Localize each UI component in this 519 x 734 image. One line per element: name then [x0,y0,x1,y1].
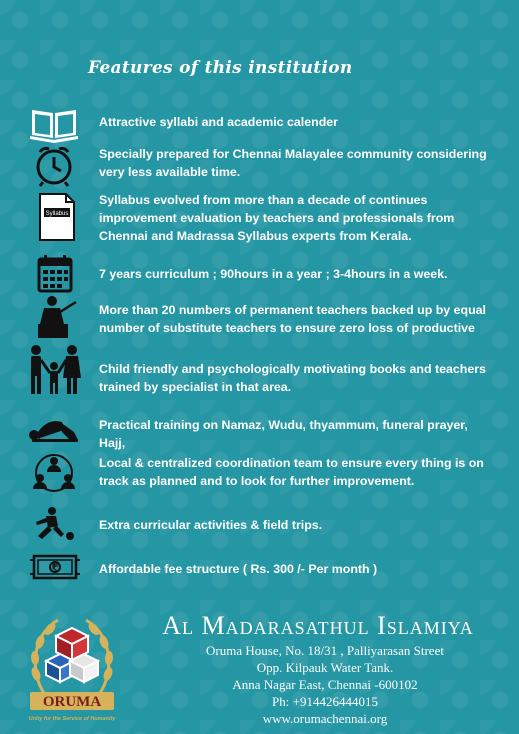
feature-text: Practical training on Namaz, Wudu, thyammum, funeral prayer, Hajj, [99,418,468,450]
football-player-icon [26,506,82,542]
address-line: Anna Nagar East, Chennai -600102 [232,677,418,692]
oruma-logo [24,614,120,726]
feature-text: Child friendly and psychologically motivating books and teachers trained by specialist in that area. [99,362,486,394]
website-url: www.orumachennai.org [262,711,388,726]
syllabus-document-icon [26,192,82,242]
feature-text: Local & centralized coordination team to ensure every thing is on track as planned and to look for further improvement. [99,456,484,488]
feature-item-coordination [0,450,519,496]
features-heading: Features of this institution [88,58,353,78]
logo-text: ORUMA [42,694,102,710]
divider [0,600,519,601]
feature-text: 7 years curriculum ; 90hours in a year ; 3-4hours in a week. [99,267,448,281]
feature-item-teachers [0,294,519,340]
feature-text: Syllabus evolved from more than a decade of continues improvement evaluation by teachers and professionals from Chennai and Madrassa Syllabus experts from Kerala. [99,193,455,243]
organization-name: Al Madarasathul Islamiya [162,611,474,640]
family-icon [26,344,82,396]
feature-item-practical-training [0,408,519,450]
rupee-note-icon [26,550,82,584]
feature-text: Extra curricular activities & field trips. [99,518,323,532]
prayer-icon [26,408,82,444]
team-network-icon [26,452,82,494]
feature-item-community [0,142,519,186]
feature-item-fee [0,550,519,586]
calendar-icon [26,252,82,296]
logo-tagline: Unity for the Service of Humanity [28,716,116,722]
feature-item-curriculum [0,252,519,292]
feature-item-syllabi [0,102,519,142]
syllabus-icon-label: Syllabus [45,211,69,217]
phone-number: Ph: +914426444015 [272,694,378,709]
feature-text: Attractive syllabi and academic calender [99,115,338,129]
feature-item-syllabus [0,190,519,248]
open-book-icon [26,102,82,146]
teacher-icon [26,294,82,340]
feature-item-child-friendly [0,344,519,396]
address-line: Opp. Kilpauk Water Tank. [256,660,394,675]
address-line: Oruma House, No. 18/31 , Palliyarasan Street [206,643,444,658]
alarm-clock-icon [26,144,82,188]
feature-text: Affordable fee structure ( Rs. 300 /- Per month ) [99,562,378,576]
feature-item-extracurricular [0,506,519,542]
feature-text: Specially prepared for Chennai Malayalee community considering very less available time. [99,147,487,179]
feature-text: More than 20 numbers of permanent teachers backed up by equal number of substitute teachers to ensure zero loss of productive [99,303,486,335]
